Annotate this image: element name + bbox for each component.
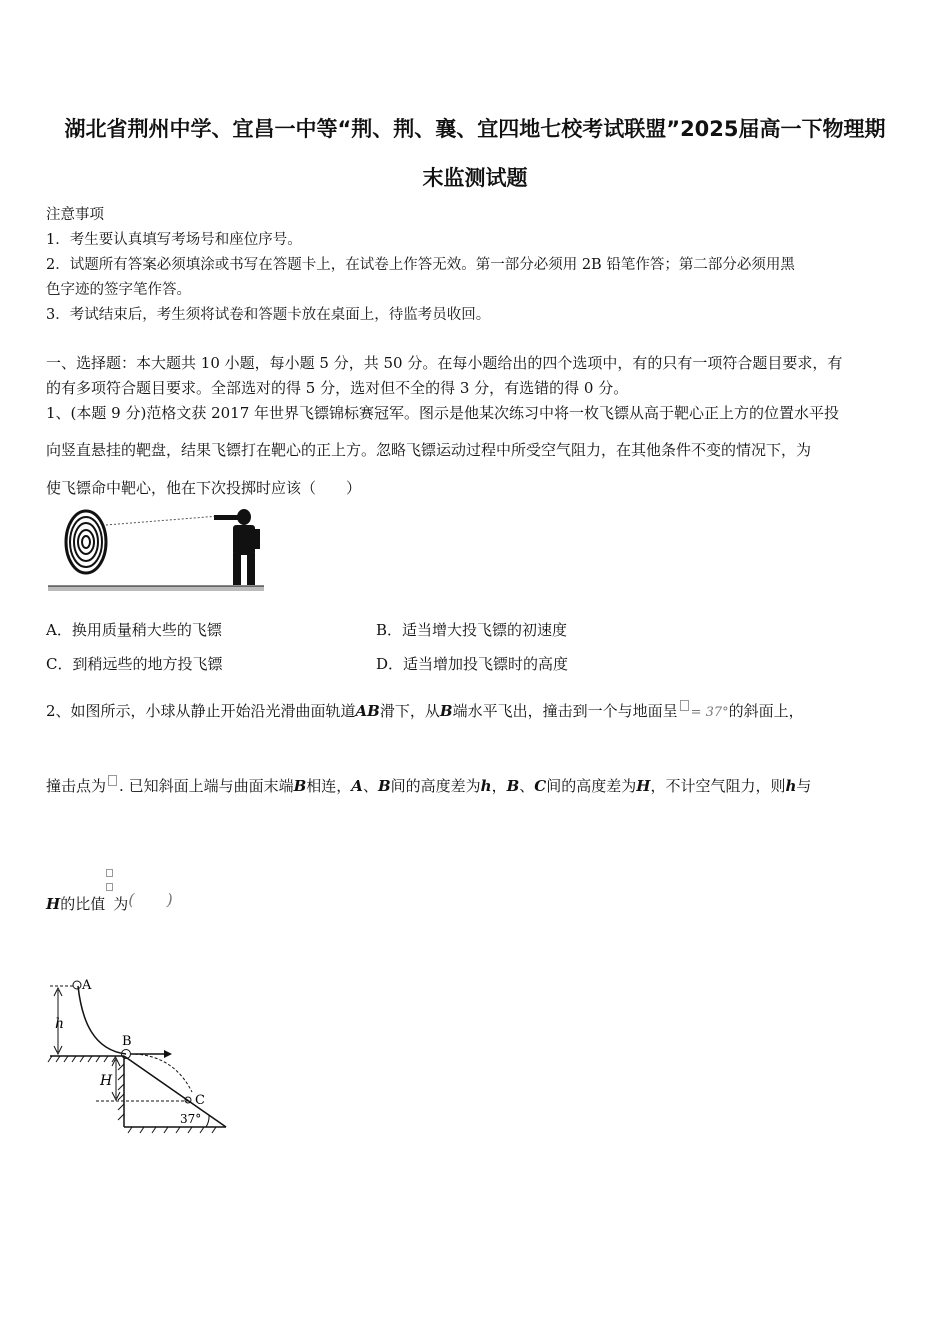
question2-line2: 撞击点为 . 已知斜面上端与曲面末端B相连，A、B间的高度差为h，B、C间的高度差为H，不计空气阻力，则h与: [46, 777, 812, 795]
label-a: A: [82, 978, 92, 993]
placeholder-symbol-icon: [680, 700, 689, 711]
track-incline-figure: [44, 972, 244, 1137]
notice-heading: 注意事项: [46, 207, 104, 223]
notice-item: 1．考生要认真填写考场号和座位序号。: [46, 232, 302, 248]
notice-item: 2．试题所有答案必须填涂或书写在答题卡上，在试卷上作答无效。第一部分必须用 2B 铅笔作答；第二部分必须用黑: [46, 257, 795, 273]
label-capital-h: H: [100, 1073, 113, 1089]
question1-stem: 向竖直悬挂的靶盘，结果飞镖打在靶心的正上方。忽略飞镖运动过程中所受空气阻力，在其他条件不变的情况下，为: [46, 441, 812, 459]
question2-line3: H的比值 为( ): [46, 893, 173, 916]
dartboard-figure: [44, 505, 269, 597]
label-angle: 37°: [180, 1112, 202, 1126]
option-c: C．到稍远些的地方投飞镖: [46, 655, 223, 673]
question2-line1: 2、如图所示，小球从静止开始沿光滑曲面轨道AB滑下，从B端水平飞出，撞击到一个与地面呈 = 37°的斜面上，: [46, 702, 804, 720]
question1-stem: 1、(本题 9 分)范格文获 2017 年世界飞镖锦标赛冠军。图示是他某次练习中将一枚飞镖从高于靶心正上方的位置水平投: [46, 404, 840, 422]
notice-item: 3．考试结束后，考生须将试卷和答题卡放在桌面上，待监考员收回。: [46, 307, 491, 323]
option-a: A．换用质量稍大些的飞镖: [46, 621, 222, 639]
question1-stem: 使飞镖命中靶心，他在下次投掷时应该（ ）: [46, 479, 362, 497]
label-b: B: [122, 1034, 132, 1049]
option-b: B．适当增大投飞镖的初速度: [376, 621, 568, 639]
exam-title-line2: 末监测试题: [422, 166, 528, 190]
notice-item: 色字迹的签字笔作答。: [46, 282, 191, 298]
fraction-h-over-H-icon: [105, 895, 113, 909]
exam-title-line1: 湖北省荆州中学、宜昌一中等“荆、荆、襄、宜四地七校考试联盟”2025届高一下物理期: [64, 117, 886, 141]
section-instructions: 一、选择题：本大题共 10 小题，每小题 5 分，共 50 分。在每小题给出的四个选项中，有的只有一项符合题目要求，有: [46, 354, 843, 372]
placeholder-symbol-icon: [108, 775, 117, 786]
option-d: D．适当增加投飞镖时的高度: [376, 655, 569, 673]
label-c: C: [195, 1093, 205, 1108]
label-h: h: [55, 1016, 65, 1032]
section-instructions: 的有多项符合题目要求。全部选对的得 5 分，选对但不全的得 3 分，有选错的得 0 分。: [46, 379, 629, 397]
